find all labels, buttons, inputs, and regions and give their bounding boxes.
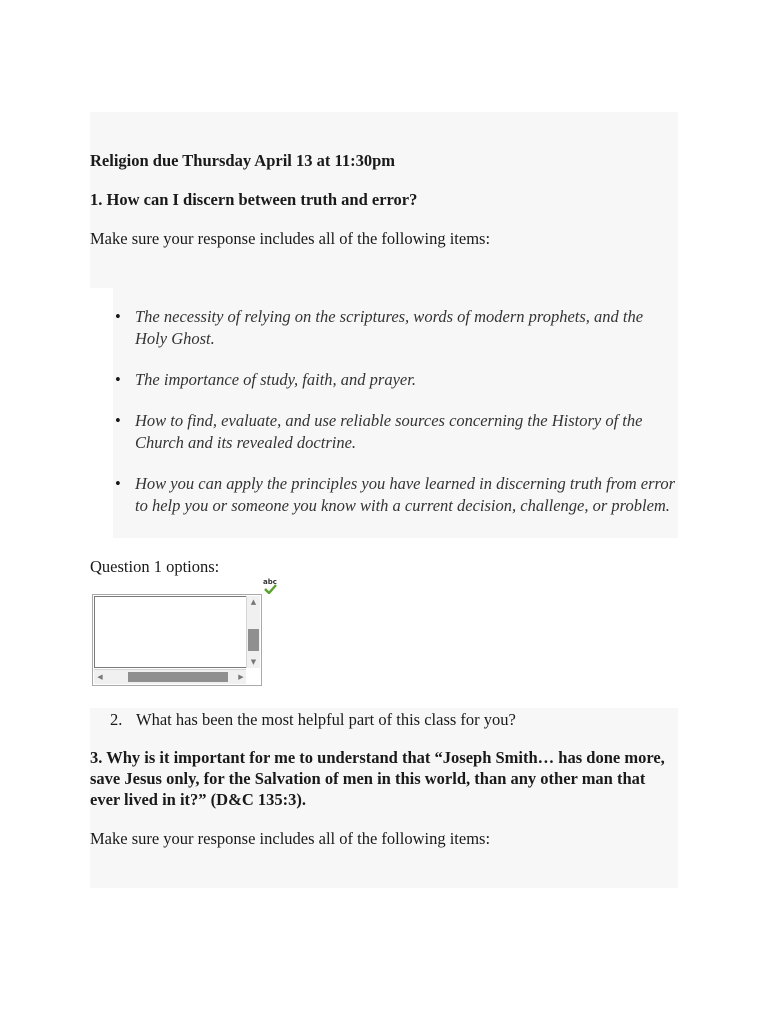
list-item-text: The necessity of relying on the scriptures, words of modern prophets, and the Holy Ghost. [135, 307, 644, 348]
question-1-title: 1. How can I discern between truth and error? [90, 190, 418, 209]
question-2-number: 2. [110, 710, 123, 729]
assignment-heading: Religion due Thursday April 13 at 11:30pm [90, 151, 396, 170]
spellcheck-label: abc [263, 578, 277, 586]
checkmark-icon [264, 584, 277, 594]
vertical-scroll-thumb[interactable] [248, 629, 259, 651]
question-2-text: What has been the most helpful part of this class for you? [136, 710, 516, 729]
spellcheck-icon[interactable] [262, 578, 280, 596]
bullet-icon: • [115, 474, 121, 493]
resize-corner [246, 669, 260, 684]
scroll-left-arrow-icon[interactable]: ◀ [97, 673, 103, 681]
question-3-title: 3. Why is it important for me to understand that “Joseph Smith… has done more, save Jesus only, for the Salvation of men in this world, than any other man that ever lived in it?” (D&C 135:3). [90, 748, 665, 809]
horizontal-scroll-thumb[interactable] [128, 672, 228, 682]
horizontal-scrollbar[interactable] [94, 669, 247, 684]
scroll-down-arrow-icon[interactable]: ▼ [250, 658, 257, 666]
question-1-answer-box [92, 594, 262, 686]
requirements-list [113, 306, 678, 536]
list-item-text: The importance of study, faith, and prayer. [135, 370, 416, 389]
question-2 [110, 709, 516, 730]
bullet-icon: • [115, 307, 121, 326]
question-1-answer-input[interactable] [94, 596, 247, 668]
scroll-right-arrow-icon[interactable]: ▶ [238, 673, 244, 681]
bullet-icon: • [115, 411, 121, 430]
list-item [113, 306, 678, 350]
vertical-scrollbar[interactable] [246, 596, 260, 668]
list-item [113, 369, 678, 391]
list-item [113, 473, 678, 517]
list-item-text: How to find, evaluate, and use reliable sources concerning the History of the Church and its revealed doctrine. [135, 411, 643, 452]
question-1-options-label: Question 1 options: [90, 557, 220, 576]
bullet-icon: • [115, 370, 121, 389]
list-item-text: How you can apply the principles you have learned in discerning truth from error to help you or someone you know with a current decision, challenge, or problem. [135, 474, 675, 515]
list-item [113, 410, 678, 454]
scroll-up-arrow-icon[interactable]: ▲ [250, 598, 257, 606]
question-1-instruction: Make sure your response includes all of the following items: [90, 229, 491, 248]
question-3-instruction: Make sure your response includes all of the following items: [90, 829, 491, 848]
